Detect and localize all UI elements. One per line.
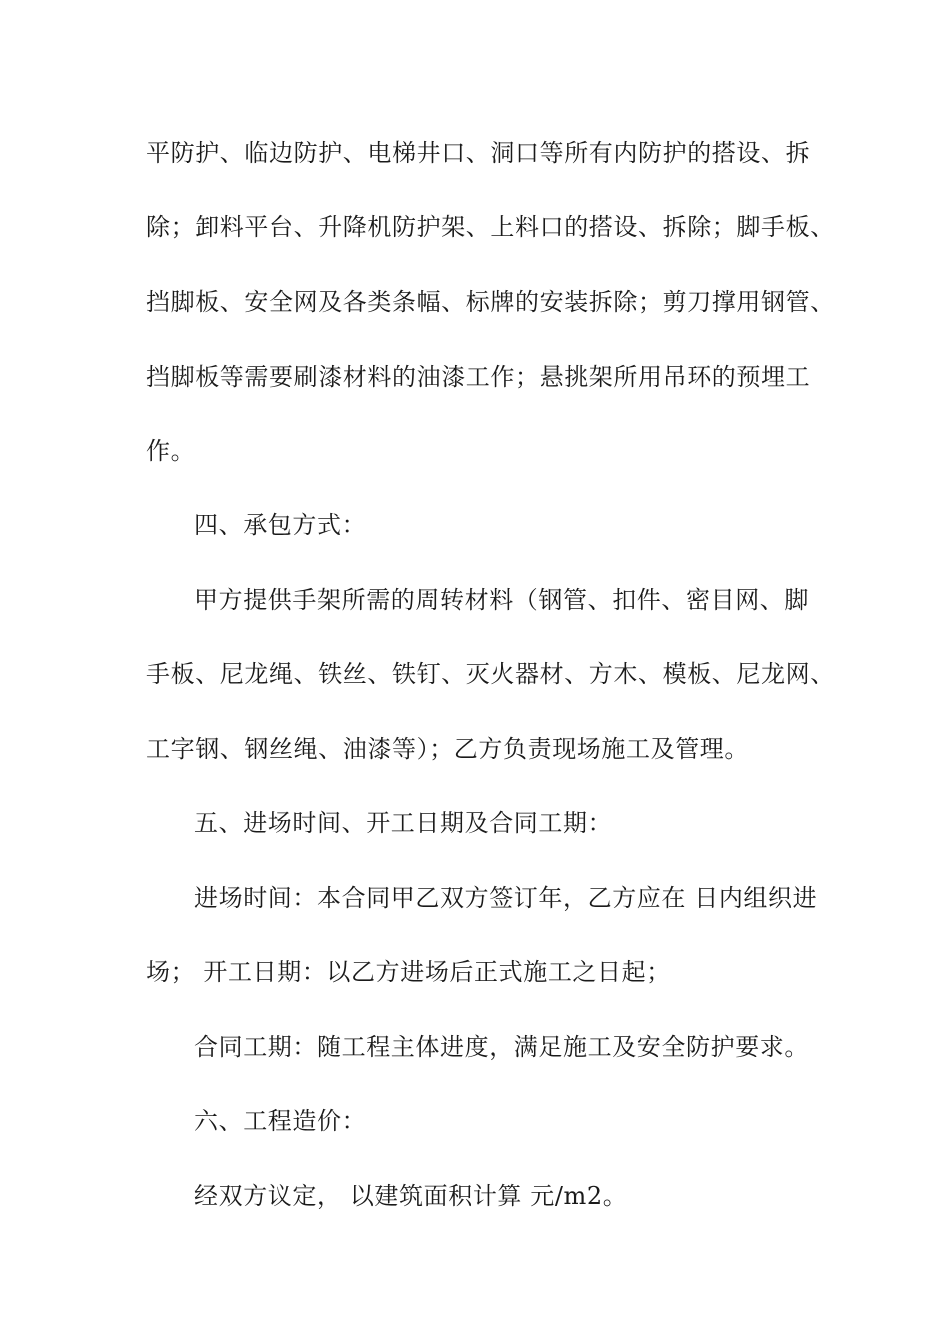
text-line-5: 作。 xyxy=(146,437,196,465)
section-heading-cost: 六、工程造价： xyxy=(194,1107,367,1135)
section-heading-schedule: 五、进场时间、开工日期及合同工期： xyxy=(194,809,613,837)
text-line-4: 挡脚板等需要刷漆材料的油漆工作；悬挑架所用吊环的预埋工 xyxy=(146,363,811,391)
text-line-9: 工字钢、钢丝绳、油漆等）；乙方负责现场施工及管理。 xyxy=(146,735,749,763)
text-line-1: 平防护、临边防护、电梯井口、洞口等所有内防护的搭设、拆 xyxy=(146,139,811,167)
text-line-13: 合同工期：随工程主体进度，满足施工及安全防护要求。 xyxy=(194,1033,809,1061)
text-line-12: 场； 开工日期：以乙方进场后正式施工之日起； xyxy=(146,958,671,986)
text-line-8: 手板、尼龙绳、铁丝、铁钉、灭火器材、方木、模板、尼龙网、 xyxy=(146,660,835,688)
text-line-11: 进场时间：本合同甲乙双方签订年，乙方应在 日内组织进 xyxy=(194,884,818,912)
section-heading-contract-method: 四、承包方式： xyxy=(194,511,367,539)
text-line-3: 挡脚板、安全网及各类条幅、标牌的安装拆除；剪刀撑用钢管、 xyxy=(146,288,835,316)
text-line-7: 甲方提供手架所需的周转材料（钢管、扣件、密目网、脚 xyxy=(194,586,809,614)
text-line-2: 除；卸料平台、升降机防护架、上料口的搭设、拆除；脚手板、 xyxy=(146,213,835,241)
text-line-15: 经双方议定， 以建筑面积计算 元/m2。 xyxy=(194,1182,628,1210)
